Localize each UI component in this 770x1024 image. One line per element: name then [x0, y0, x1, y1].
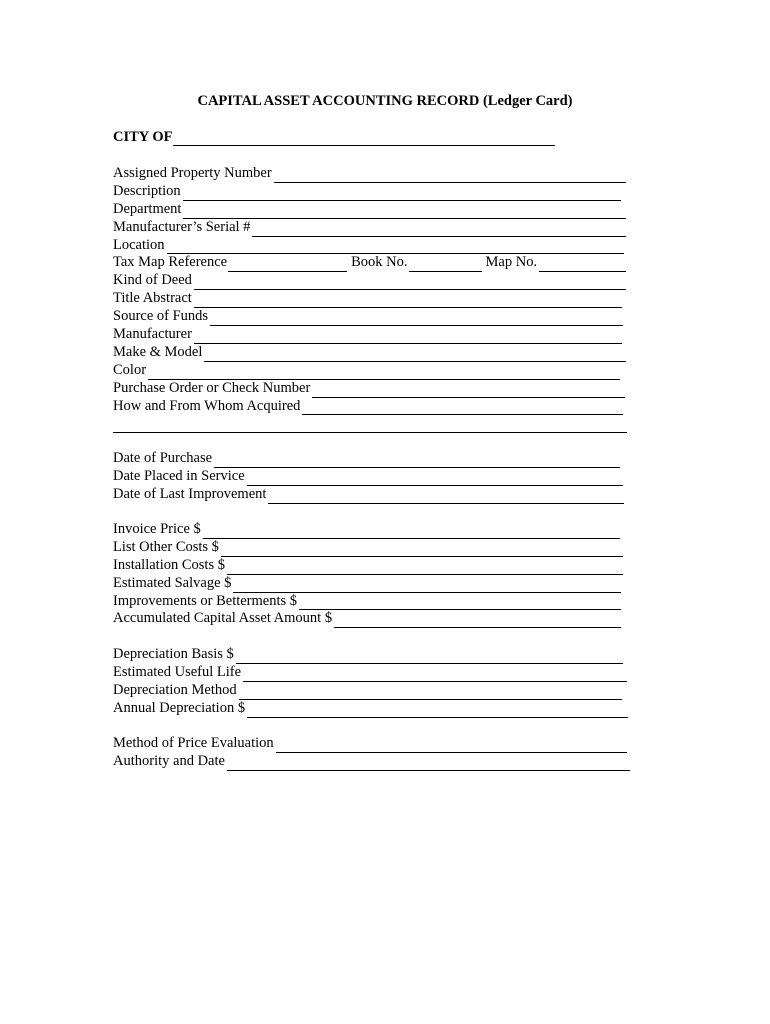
accumulated-amount-label: Accumulated Capital Asset Amount $ [113, 610, 333, 627]
kind-of-deed-blank[interactable] [194, 276, 626, 290]
estimated-useful-life-blank[interactable] [243, 668, 627, 682]
method-of-price-evaluation-blank[interactable] [276, 739, 627, 753]
improvements-label: Improvements or Betterments $ [113, 592, 298, 609]
improvements-field[interactable] [113, 593, 621, 611]
description-field[interactable] [113, 183, 621, 201]
depreciation-method-field[interactable] [113, 682, 622, 700]
authority-and-date-blank[interactable] [227, 757, 630, 771]
authority-and-date-field[interactable] [113, 753, 630, 771]
city-of-field[interactable] [113, 129, 555, 146]
date-of-purchase-field[interactable] [113, 450, 620, 468]
city-of-label: CITY OF [113, 129, 173, 145]
tax-map-reference-blank[interactable] [228, 258, 347, 272]
manufacturer-blank[interactable] [194, 330, 622, 344]
estimated-salvage-label: Estimated Salvage $ [113, 574, 232, 591]
depreciation-method-label: Depreciation Method [113, 681, 237, 698]
accumulated-amount-blank[interactable] [334, 614, 621, 628]
method-of-price-evaluation-field[interactable] [113, 735, 627, 753]
department-blank[interactable] [183, 205, 626, 219]
book-no-label: Book No. [351, 254, 408, 271]
date-of-purchase-blank[interactable] [214, 454, 620, 468]
city-of-blank[interactable] [173, 132, 555, 146]
make-model-field[interactable] [113, 344, 626, 362]
source-of-funds-label: Source of Funds [113, 308, 209, 325]
dates-section [113, 450, 624, 504]
how-acquired-blank[interactable] [302, 401, 623, 415]
estimated-useful-life-field[interactable] [113, 664, 627, 682]
estimated-salvage-blank[interactable] [233, 579, 621, 593]
department-label: Department [113, 200, 182, 217]
assigned-property-number-label: Assigned Property Number [113, 164, 272, 181]
purchase-order-blank[interactable] [312, 384, 625, 398]
color-blank[interactable] [148, 366, 620, 380]
depreciation-basis-label: Depreciation Basis $ [113, 645, 234, 662]
how-acquired-field[interactable] [113, 398, 623, 416]
map-no-blank[interactable] [539, 258, 626, 272]
form-title: CAPITAL ASSET ACCOUNTING RECORD (Ledger Card) [197, 93, 573, 109]
make-model-blank[interactable] [204, 348, 626, 362]
costs-section [113, 521, 623, 628]
color-field[interactable] [113, 362, 620, 380]
purchase-order-field[interactable] [113, 380, 625, 398]
list-other-costs-label: List Other Costs $ [113, 538, 219, 555]
color-label: Color [113, 361, 147, 378]
estimated-salvage-field[interactable] [113, 575, 621, 593]
map-no-label: Map No. [485, 254, 538, 271]
description-blank[interactable] [183, 187, 621, 201]
tax-map-reference-field[interactable] [113, 254, 626, 272]
authority-and-date-label: Authority and Date [113, 752, 225, 769]
tax-map-reference-label: Tax Map Reference [113, 254, 228, 271]
property-details-section [113, 165, 627, 433]
date-of-purchase-label: Date of Purchase [113, 449, 213, 466]
manufacturers-serial-blank[interactable] [252, 223, 626, 237]
depreciation-basis-field[interactable] [113, 646, 623, 664]
invoice-price-blank[interactable] [203, 525, 620, 539]
date-of-last-improvement-field[interactable] [113, 486, 624, 504]
description-label: Description [113, 182, 181, 199]
make-model-label: Make & Model [113, 343, 203, 360]
date-of-last-improvement-label: Date of Last Improvement [113, 485, 267, 502]
how-acquired-continuation-blank[interactable] [113, 419, 627, 433]
authorization-section [113, 735, 630, 771]
depreciation-section [113, 646, 628, 718]
estimated-useful-life-label: Estimated Useful Life [113, 663, 242, 680]
invoice-price-field[interactable] [113, 521, 620, 539]
annual-depreciation-blank[interactable] [247, 704, 628, 718]
date-of-last-improvement-blank[interactable] [268, 490, 624, 504]
location-label: Location [113, 236, 165, 253]
date-placed-in-service-field[interactable] [113, 468, 623, 486]
manufacturer-label: Manufacturer [113, 326, 192, 342]
title-abstract-field[interactable] [113, 290, 622, 308]
list-other-costs-field[interactable] [113, 539, 623, 557]
title-abstract-label: Title Abstract [113, 290, 192, 307]
date-placed-in-service-label: Date Placed in Service [113, 467, 245, 484]
location-blank[interactable] [167, 240, 624, 254]
annual-depreciation-field[interactable] [113, 700, 628, 718]
accumulated-amount-field[interactable] [113, 610, 621, 628]
installation-costs-field[interactable] [113, 557, 623, 575]
manufacturers-serial-label: Manufacturer’s Serial # [113, 218, 251, 235]
annual-depreciation-label: Annual Depreciation $ [113, 699, 246, 716]
manufacturer-field[interactable] [113, 326, 622, 344]
method-of-price-evaluation-label: Method of Price Evaluation [113, 734, 274, 751]
depreciation-basis-blank[interactable] [236, 650, 623, 664]
date-placed-in-service-blank[interactable] [247, 472, 623, 486]
how-acquired-label: How and From Whom Acquired [113, 397, 301, 414]
invoice-price-label: Invoice Price $ [113, 520, 201, 537]
how-acquired-continuation[interactable] [113, 415, 627, 433]
source-of-funds-field[interactable] [113, 308, 623, 326]
installation-costs-label: Installation Costs $ [113, 556, 225, 573]
kind-of-deed-field[interactable] [113, 272, 626, 290]
improvements-blank[interactable] [299, 596, 621, 610]
assigned-property-number-blank[interactable] [274, 169, 626, 183]
title-abstract-blank[interactable] [194, 294, 622, 308]
depreciation-method-blank[interactable] [239, 686, 622, 700]
list-other-costs-blank[interactable] [221, 543, 623, 557]
purchase-order-label: Purchase Order or Check Number [113, 379, 311, 396]
location-field[interactable] [113, 237, 624, 255]
installation-costs-blank[interactable] [227, 561, 623, 575]
book-no-blank[interactable] [409, 258, 482, 272]
assigned-property-number-field[interactable] [113, 165, 626, 183]
department-field[interactable] [113, 201, 626, 219]
kind-of-deed-label: Kind of Deed [113, 272, 192, 289]
manufacturers-serial-field[interactable] [113, 219, 626, 237]
source-of-funds-blank[interactable] [210, 312, 623, 326]
